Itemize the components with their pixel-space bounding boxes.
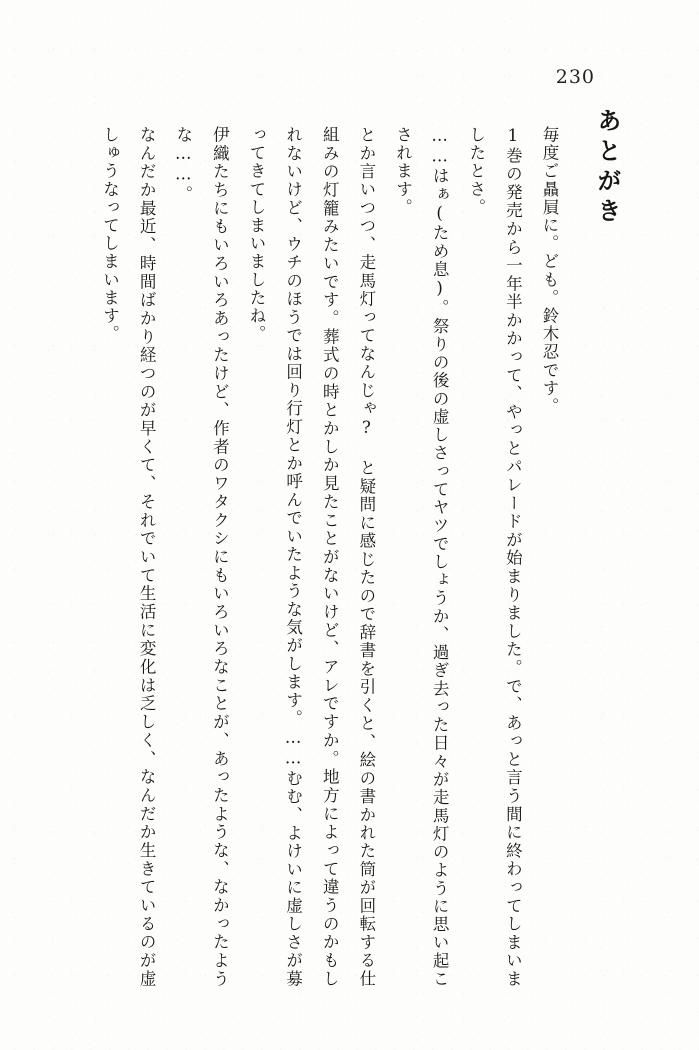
paragraph-1: 毎度ご贔屓に。ども。鈴木忍です。 <box>540 126 559 416</box>
page-number: 230 <box>555 66 595 88</box>
paragraph-2: 1巻の発売から一年半かかって、やっとパレードが始まりました。で、あっと言う間に終わってしまいましたとさ。 <box>466 126 523 988</box>
afterword-heading: あとがき <box>593 108 622 228</box>
paragraph-4: とか言いつつ、走馬灯ってなんじゃ? と疑問に感じたので辞書を引くと、絵の書かれた筒が回転する仕組みの灯籠みたいです。葬式の時とかしか見たことがないけど、アレですか。地方によって違うのかもしれないけど、ウチのほうでは回り行灯とか呼んでいたような気がします。……むむ、よけいに虚しさが募ってきてしまいましたね。 <box>247 126 376 988</box>
paragraph-6: なんだか最近、時間ばかり経つのが早くて、それでいて生活に変化は乏しく、なんだか生きているのが虚しゅうなってしまいます。 <box>100 126 157 988</box>
paragraph-5: 伊織たちにもいろいろあったけど、作者のワタクシにもいろいろなことが、あったような、なかったような……。 <box>173 126 230 988</box>
afterword-body <box>48 108 637 988</box>
paragraph-3: ……はぁ(ため息)。祭りの後の虚しさってヤツでしょうか、過ぎ去った日々が走馬灯のように思い起こされます。 <box>393 126 450 988</box>
